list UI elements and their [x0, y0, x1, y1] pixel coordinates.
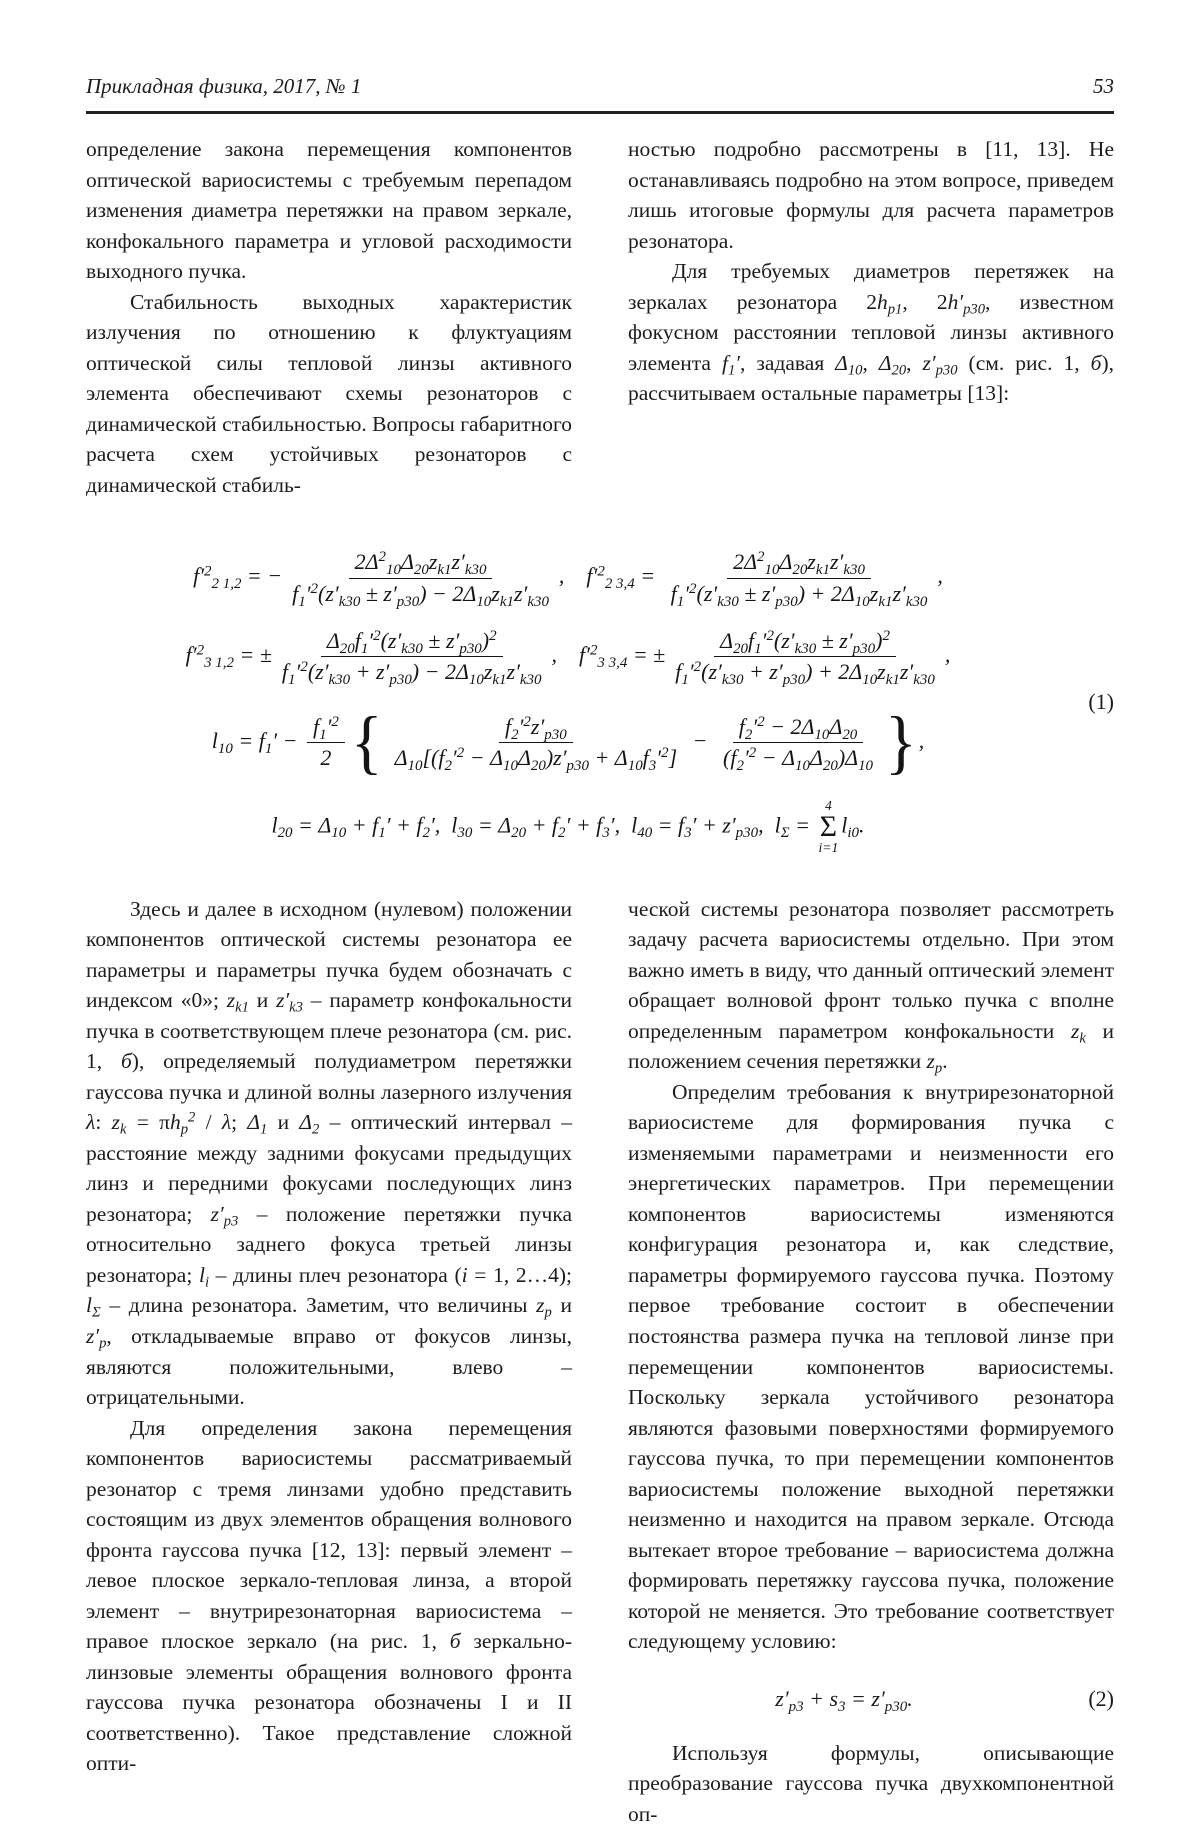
paragraph: Для определения закона перемещения компонентов вариосистемы рассматриваемый резонатор с тремя линзами удобно представить состоящим из двух элементов обращения волнового фронта гауссова пучка [12, 13]: первый элемент – левое плоское зеркало-тепловая линза, а второй элемент – внутрирезонаторная вариосистема – правое плоское зеркало (на рис. 1, б зеркально-линзовые элементы обращения волнового фронта гауссова пучка резонатора обозначены I и II соответственно). Такое представление сложной опти- [86, 1415, 572, 1776]
page-header [86, 74, 1114, 114]
equation-2-body: $z'_{p3} + s_3 = z'_{p30}$. [775, 1685, 913, 1715]
equation-1 [86, 530, 1114, 873]
equation-1-row-4: $l_{20} = \Delta_{10} + f_1' + f_2'$, $l_{30} = \Delta_{20} + f_2' + f_3'$, $l_{40} = f_3' + z'_{p30}$, $l_\Sigma$ = 4 Σ i=1 $l_{i0}$. [271, 797, 865, 856]
equation-1-number: (1) [1088, 689, 1114, 715]
equation-1-row-1: $f'^2_{2 1,2}$ = − $\frac{2\Delta^2_{10}\Delta_{20}z_{k1}z'_{k30}}{f_1'^2(z'_{k30} \pm z'_{p30}) - 2\Delta_{10}z_{k1}z'_{k30}}$ , $f'^2_{2 3,4}$ = $\frac{2\Delta^2_{10}\Delta_{20}z_{k1}z'_{k30}}{f_1'^2(z'_{k30} \pm z'_{p30}) + 2\Delta_{10}z_{k1}z'_{k30}}$ , [193, 549, 943, 610]
paragraph: ческой системы резонатора позволяет рассмотреть задачу расчета вариосистемы отдельно. При этом важно иметь в виду, что данный оптический элемент обращает волновой фронт только пучка с вполне определенным параметром конфокальности $z_k$ и положением сечения перетяжки $z_p$. [628, 896, 1114, 1078]
equation-1-row-3: $l_{10} = f_1'$ − $\frac{f_1'^2}{2}$ { $\frac{f_2'^2z'_{p30}}{\Delta_{10}[(f_2'^2 - \Delta_{10}\Delta_{20})z'_{p30} + \Delta_{10}f_3'^2]}$ − $\frac{f_2'^2 - 2\Delta_{10}\Delta_{20}}{(f_2'^2 - \Delta_{10}\Delta_{20})\Delta_{10}}$ }, [211, 702, 925, 782]
journal-title: Прикладная физика, 2017, № 1 [86, 74, 362, 98]
paragraph: Определим требования к внутрирезонаторной вариосистеме для формирования пучка с изменяемыми параметрами и неизменности его энергетических параметров. При перемещении компонентов вариосистемы изменяются конфигурация резонатора и, как следствие, параметры формируемого гауссова пучка. Поэтому первое требование состоит в обеспечении постоянства размера пучка на тепловой линзе при перемещении компонентов вариосистемы. Поскольку зеркала устойчивого резонатора являются фазовыми поверхностями формируемого гауссова пучка, то при перемещении компонентов вариосистемы положение выходной перетяжки неизменно и находится на правом зеркале. Отсюда вытекает второе требование – вариосистема должна формировать перетяжку гауссова пучка, положение которой не меняется. Это требование соответствует следующему условию: [628, 1079, 1114, 1654]
paragraph: Здесь и далее в исходном (нулевом) положении компонентов оптической системы резонатора ее параметры и параметры пучка будем обозначать с индексом «0»; $z_{k1}$ и $z'_{k3}$ – параметр конфокальности пучка в соответствующем плече резонатора (см. рис. 1, б), определяемый полудиаметром перетяжки гауссова пучка и длиной волны лазерного излучения λ: $z_k = \pi h_p^2 / \lambda$; $\Delta_1$ и $\Delta_2$ – оптический интервал – расстояние между задними фокусами предыдущих линз и передними фокусами последующих линз резонатора; $z'_{p3}$ – положение перетяжки пучка относительно заднего фокуса третьей линзы резонатора; $l_i$ – длины плеч резонатора (i = 1, 2…4); $l_\Sigma$ – длина резонатора. Заметим, что величины $z_p$ и $z'_p$, откладываемые вправо от фокусов линзы, являются положительными, влево – отрицательными. [86, 896, 572, 1410]
column-left-top [86, 134, 572, 500]
equation-2-number: (2) [1088, 1685, 1114, 1711]
equation-1-body [86, 530, 1050, 873]
paragraph: Для требуемых диаметров перетяжек на зеркалах резонатора $2h_{p1}$, $2h'_{p30}$, известном фокусном расстоянии тепловой линзы активного элемента $f_1'$, задавая $\Delta_{10}$, $\Delta_{20}$, $z'_{p30}$ (см. рис. 1, б), рассчитываем остальные параметры [13]: [628, 259, 1115, 406]
columns-top [86, 134, 1114, 500]
paragraph: ностью подробно рассмотрены в [11, 13]. Не останавливаясь подробно на этом вопросе, приведем лишь итоговые формулы для расчета параметров резонатора. [628, 137, 1114, 253]
page-number: 53 [1093, 74, 1114, 98]
paragraph: Стабильность выходных характеристик излучения по отношению к флуктуациям оптической силы тепловой линзы активного элемента обеспечивают схемы резонаторов с динамической стабильностью. Вопросы габаритного расчета схем устойчивых резонаторов с динамической стабиль- [86, 289, 572, 497]
columns-bottom [86, 894, 1114, 1829]
equation-2 [628, 1683, 1114, 1714]
equation-1-row-2: $f'^2_{3 1,2}$ = ± $\frac{\Delta_{20}f_1'^2(z'_{k30} \pm z'_{p30})^2}{f_1'^2(z'_{k30} + z'_{p30}) - 2\Delta_{10}z_{k1}z'_{k30}}$ , $f'^2_{3 3,4}$ = ± $\frac{\Delta_{20}f_1'^2(z'_{k30} \pm z'_{p30})^2}{f_1'^2(z'_{k30} + z'_{p30}) + 2\Delta_{10}z_{k1}z'_{k30}}$ , [185, 627, 951, 688]
column-right-bottom [628, 894, 1114, 1829]
paragraph: Используя формулы, описывающие преобразование гауссова пучка двухкомпонентной оп- [628, 1740, 1114, 1826]
paragraph: определение закона перемещения компонентов оптической вариосистемы с требуемым перепадом изменения диаметра перетяжки на правом зеркале, конфокального параметра и угловой расходимости выходного пучка. [86, 137, 572, 284]
column-left-bottom [86, 894, 572, 1829]
column-right-top [628, 134, 1114, 500]
